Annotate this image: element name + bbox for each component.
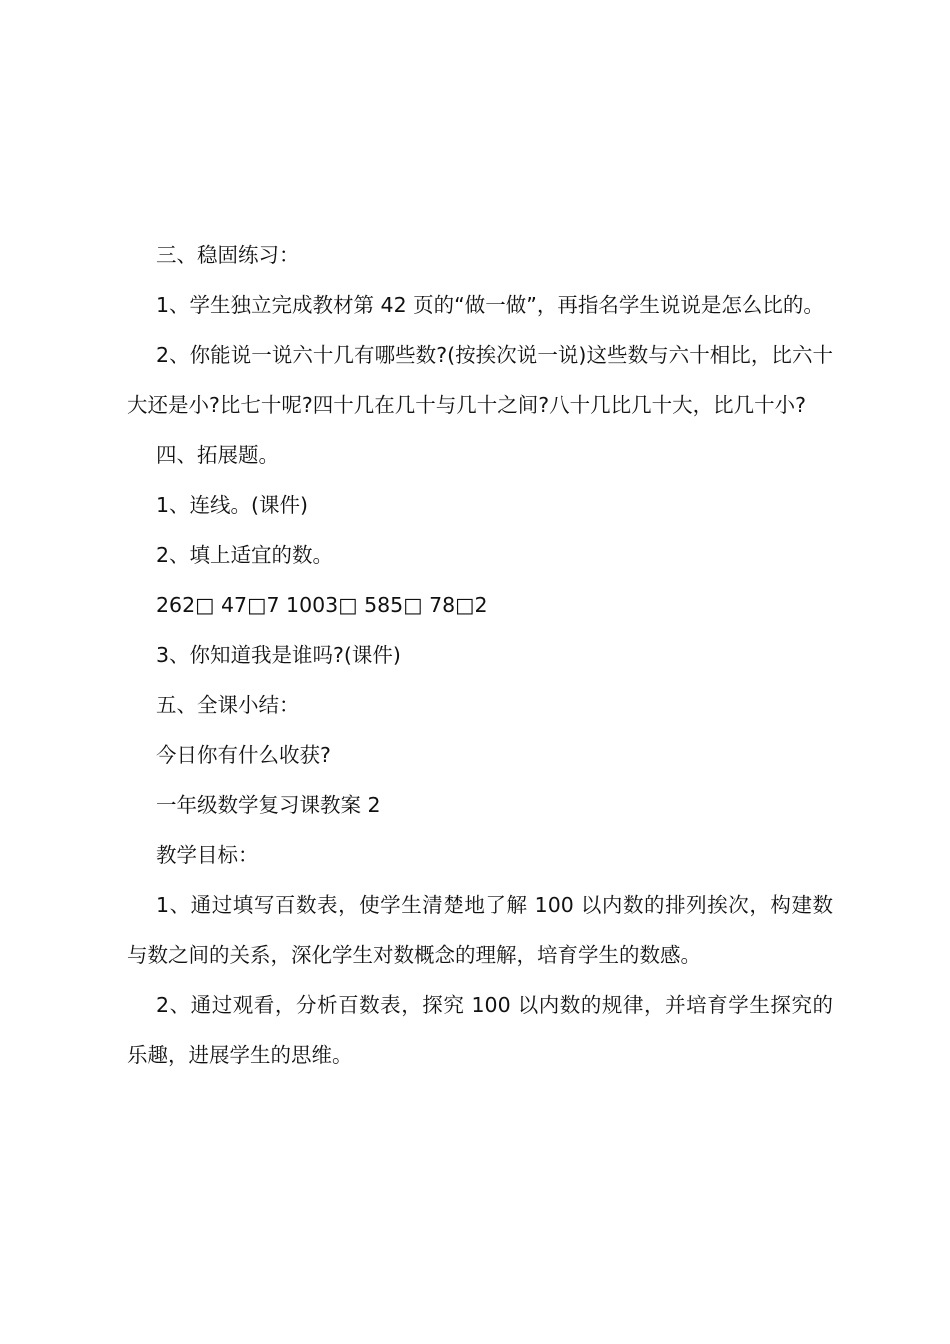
lesson-plan-title: 一年级数学复习课教案 2 <box>156 793 381 817</box>
section-heading-objectives: 教学目标： <box>156 843 259 867</box>
paragraph-summary-question: 今日你有什么收获? <box>156 743 331 767</box>
paragraph-practice-2: 2、你能说一说六十几有哪些数?(按挨次说一说)这些数与六十相比，比六十大还是小?比七十呢?四十几在几十与几十之间?八十几比几十大，比几十小? <box>127 343 833 417</box>
paragraph-objective-2: 2、通过观看，分析百数表，探究 100 以内数的规律，并培育学生探究的乐趣，进展学生的思维。 <box>127 993 833 1067</box>
paragraph-extension-2: 2、填上适宜的数。 <box>156 543 334 567</box>
paragraph-practice-1: 1、学生独立完成教材第 42 页的“做一做”，再指名学生说说是怎么比的。 <box>156 293 824 317</box>
paragraph-extension-3: 3、你知道我是谁吗?(课件) <box>156 643 401 667</box>
section-heading-extension: 四、拓展题。 <box>156 443 279 467</box>
paragraph-fill-numbers: 262□ 47□7 1003□ 585□ 78□2 <box>156 593 488 617</box>
paragraph-extension-1: 1、连线。(课件) <box>156 493 309 517</box>
section-heading-practice: 三、稳固练习： <box>156 243 300 267</box>
paragraph-objective-1: 1、通过填写百数表，使学生清楚地了解 100 以内数的排列挨次，构建数与数之间的关系，深化学生对数概念的理解，培育学生的数感。 <box>127 893 833 967</box>
section-heading-summary: 五、全课小结： <box>156 693 300 717</box>
document-page <box>127 230 833 1080</box>
